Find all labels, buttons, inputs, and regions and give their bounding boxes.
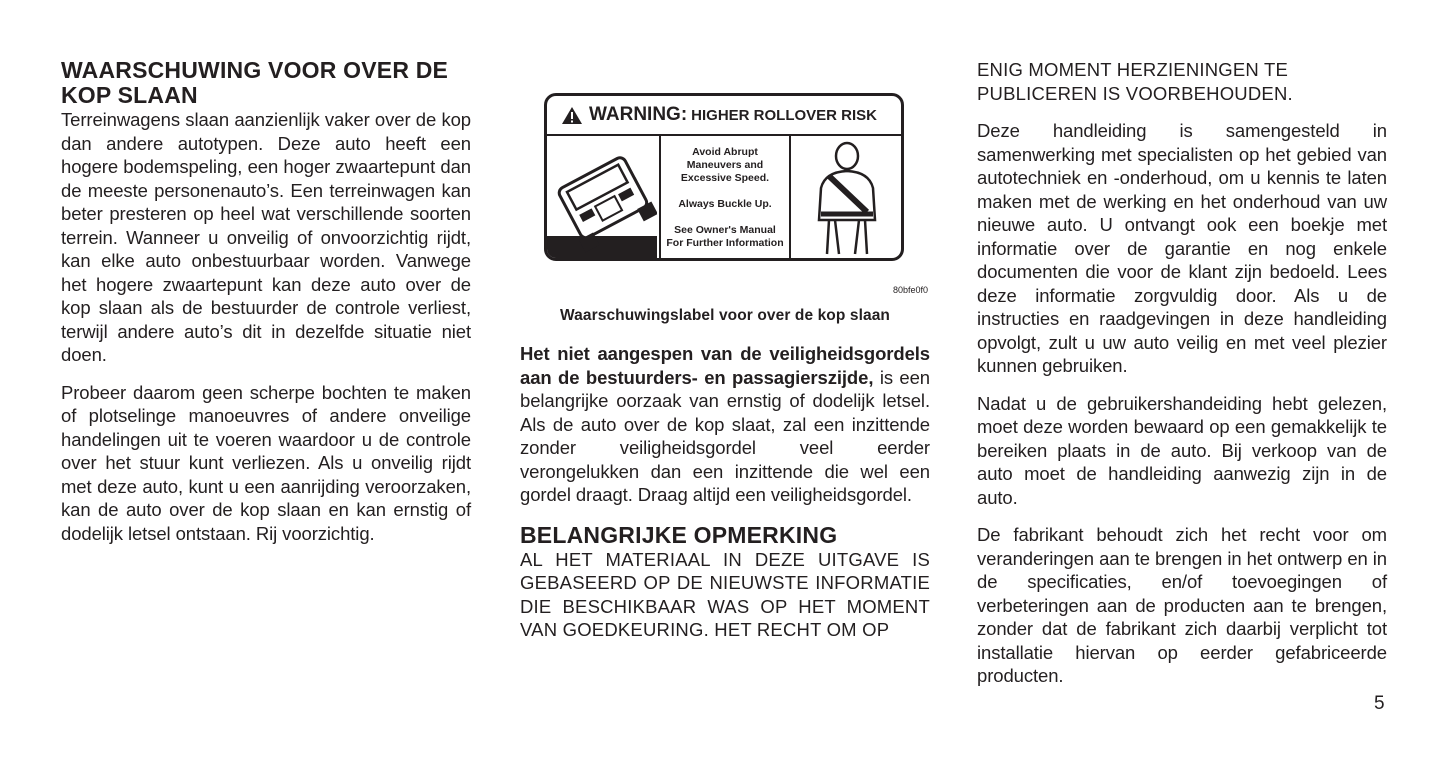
warning-instruction-manual: See Owner's Manual For Further Information	[666, 223, 784, 249]
paragraph-seatbelt	[520, 342, 930, 507]
warning-label-header	[547, 96, 901, 136]
warning-label	[544, 93, 904, 261]
rollover-vehicle-icon	[547, 136, 657, 260]
paragraph-manual-purpose: Deze handleiding is samengesteld in samenwerking met specialisten op het gebied van autotechniek en -onderhoud, om u kennis te laten maken met de werking en het onderhoud van uw nieuwe auto. U ontvangt ook een boekje met informatie over de garantie en nog enkele documenten die voor de klant zijn bedoeld. Lees deze informatie zorgvuldig door. Als u de instructies en raadgevingen in deze handleiding opvolgt, zult u uw auto veilig en met veel plezier kunnen gebruiken.	[977, 120, 1387, 376]
warning-label-figure	[520, 58, 930, 306]
column-middle	[520, 58, 930, 642]
figure-code: 80bfe0f0	[892, 285, 928, 295]
paragraph-rollover-advice: Probeer daarom geen scherpe bochten te maken of plotselinge manoeuvres of andere onveilige handelingen uit te voeren waardoor u de controle over het stuur kunt verliezen. Als u onveilig rijdt met deze auto, kunt u een aanrijding veroorzaken, kan de auto over de kop slaan en kan ernstig of dodelijk letsel ontstaan. Rij voorzichtig.	[61, 381, 471, 544]
rollover-vehicle-panel	[547, 136, 661, 260]
warning-instructions-panel	[661, 136, 791, 260]
paragraph-rollover-intro: Terreinwagens slaan aanzienlijk vaker over de kop dan andere autotypen. Deze auto heeft een hogere bodemspeling, een hoger zwaartepunt dan de meeste personenauto’s. Een terreinwagen kan beter presteren op heel wat verschillende soorten terrein. Wanneer u onveilig of onvoorzichtig rijdt, kan elke auto onbestuurbaar worden. Vanwege het hogere zwaartepunt kan deze auto over de kop slaan als de bestuurder de controle verliest, terwijl andere auto’s dit in dezelfde situatie niet doen.	[61, 109, 471, 365]
section-heading-important-note: BELANGRIJKE OPMERKING	[520, 521, 838, 548]
seatbelt-body: is een belangrijke oorzaak van ernstig of dodelijk letsel. Als de auto over de kop slaat, zal een inzittende zonder veiligheidsgordel veel eerder verongelukken dan een inzittende die wel een gordel draagt. Draag altijd een veiligheidsgordel.	[520, 366, 930, 505]
seatbelt-panel	[791, 136, 901, 260]
warning-instruction-buckle: Always Buckle Up.	[678, 197, 772, 210]
seatbelt-person-icon	[791, 136, 901, 260]
paragraph-caps-continued: ENIG MOMENT HERZIENINGEN TE PUBLICEREN IS VOORBEHOUDEN.	[977, 59, 1293, 104]
section-heading-rollover: WAARSCHUWING VOOR OVER DE KOP SLAAN	[61, 57, 449, 108]
figure-caption: Waarschuwingslabel voor over de kop slaan	[560, 307, 890, 324]
paragraph-important-note-caps: AL HET MATERIAAL IN DEZE UITGAVE IS GEBASEERD OP DE NIEUWSTE INFORMATIE DIE BESCHIKBAAR WAS OP HET MOMENT VAN GOEDKEURING. HET RECHT OM OP	[520, 548, 930, 640]
warning-instruction-speed: Avoid Abrupt Maneuvers and Excessive Speed.	[680, 146, 770, 185]
page-number: 5	[1374, 693, 1385, 714]
column-right	[977, 58, 1387, 688]
paragraph-manufacturer-rights: De fabrikant behoudt zich het recht voor om veranderingen aan te brengen in het ontwerp en in de specificaties, en/of toevoegingen of verbeteringen aan de producten aan te brengen, zonder dat de fabrikant zich daarbij verplicht tot installatie hiervan op eerder gefabriceerde producten.	[977, 524, 1387, 686]
column-left	[61, 58, 471, 545]
warning-triangle-icon	[561, 106, 583, 125]
seatbelt-bold-lead: Het niet aangespen van de veiligheidsgordels aan de bestuurders- en passagierszijde,	[520, 343, 930, 388]
warning-word: WARNING:	[589, 104, 688, 125]
warning-risk-text: HIGHER ROLLOVER RISK	[691, 106, 878, 124]
paragraph-manual-storage: Nadat u de gebruikershandeiding hebt gelezen, moet deze worden bewaard op een gemakkelijk te bereiken plaats in de auto. Bij verkoop van de auto moet de handleiding aanwezig zijn in de auto.	[977, 392, 1387, 508]
